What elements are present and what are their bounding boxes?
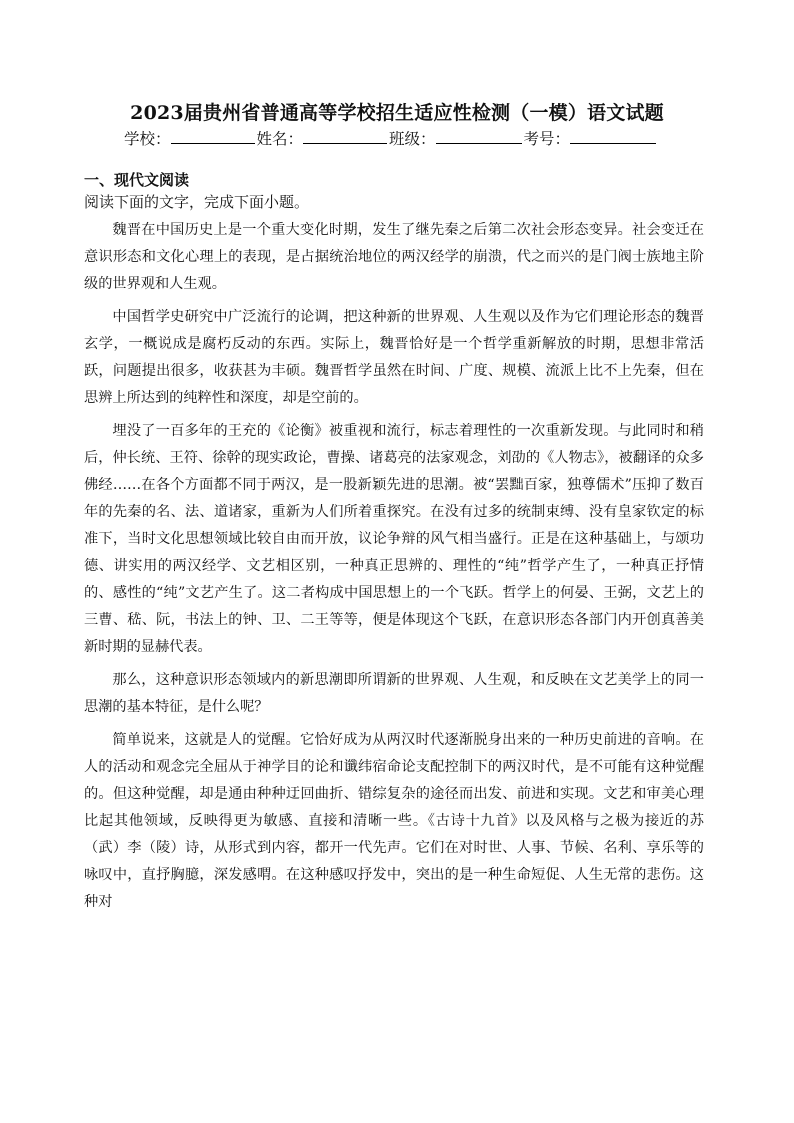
school-label: 学校： — [124, 130, 171, 148]
passage-paragraph: 简单说来，这就是人的觉醒。它恰好成为从两汉时代逐渐脱身出来的一种历史前进的音响。在人的活动和观念完全屈从于神学目的论和谶纬宿命论支配控制下的两汉时代，是不可能有这种觉醒的。但这种觉醒，却是通由种种迂回曲折、错综复杂的途径而出发、前进和实现。文艺和审美心理比起其他领域，反映得更为敏感、直接和清晰一些。《古诗十九首》以及风格与之极为接近的苏（武）李（陵）诗，从形式到内容，都开一代先声。它们在对时世、人事、节候、名利、享乐等的咏叹中，直抒胸臆，深发感喟。在这种感叹抒发中，突出的是一种生命短促、人生无常的悲伤。这种对 — [84, 731, 704, 911]
passage-paragraph: 中国哲学史研究中广泛流行的论调，把这种新的世界观、人生观以及作为它们理论形态的魏晋玄学，一概说成是腐朽反动的东西。实际上，魏晋恰好是一个哲学重新解放的时期，思想非常活跃，问题提出很多，收获甚为丰硕。魏晋哲学虽然在时间、广度、规模、流派上比不上先秦，但在思辨上所达到的纯粹性和深度，却是空前的。 — [84, 308, 704, 407]
passage-paragraph: 埋没了一百多年的王充的《论衡》被重视和流行，标志着理性的一次重新发现。与此同时和稍后，仲长统、王符、徐幹的现实政论，曹操、诸葛亮的法家观念，刘劭的《人物志》，被翻译的众多佛经……在各个方面都不同于两汉，是一股新颖先进的思潮。被“罢黜百家，独尊儒术”压抑了数百年的先秦的名、法、道诸家，重新为人们所着重探究。在没有过多的统制束缚、没有皇家钦定的标准下，当时文化思想领域比较自由而开放，议论争辩的风气相当盛行。正是在这种基础上，与颂功德、讲实用的两汉经学、文艺相区别，一种真正思辨的、理性的“纯”哲学产生了，一种真正抒情的、感性的“纯”文艺产生了。这二者构成中国思想上的一个飞跃。哲学上的何晏、王弼，文艺上的三曹、嵇、阮，书法上的钟、卫、二王等等，便是体现这个飞跃，在意识形态各部门内开创真善美新时期的显赫代表。 — [84, 422, 704, 656]
passage-paragraph: 魏晋在中国历史上是一个重大变化时期，发生了继先秦之后第二次社会形态变异。社会变迁在意识形态和文化心理上的表现，是占据统治地位的两汉经学的崩溃，代之而兴的是门阀士族地主阶级的世界观和人生观。 — [84, 222, 704, 293]
name-blank — [303, 128, 387, 144]
class-label: 班级： — [389, 130, 436, 148]
school-blank — [171, 128, 255, 144]
document-title: 2023届贵州省普通高等学校招生适应性检测（一模）语文试题 — [130, 102, 664, 124]
exam-number-blank — [570, 128, 656, 144]
section-heading: 一、现代文阅读 — [84, 171, 190, 189]
exam-number-label: 考号： — [523, 130, 571, 148]
student-info-line — [124, 127, 684, 149]
name-label: 姓名： — [256, 130, 304, 148]
class-blank — [436, 128, 522, 144]
reading-passage — [84, 217, 704, 922]
passage-paragraph: 那么，这种意识形态领域内的新思潮即所谓新的世界观、人生观，和反映在文艺美学上的同一思潮的基本特征，是什么呢？ — [84, 672, 704, 716]
reading-instruction: 阅读下面的文字，完成下面小题。 — [84, 193, 310, 211]
